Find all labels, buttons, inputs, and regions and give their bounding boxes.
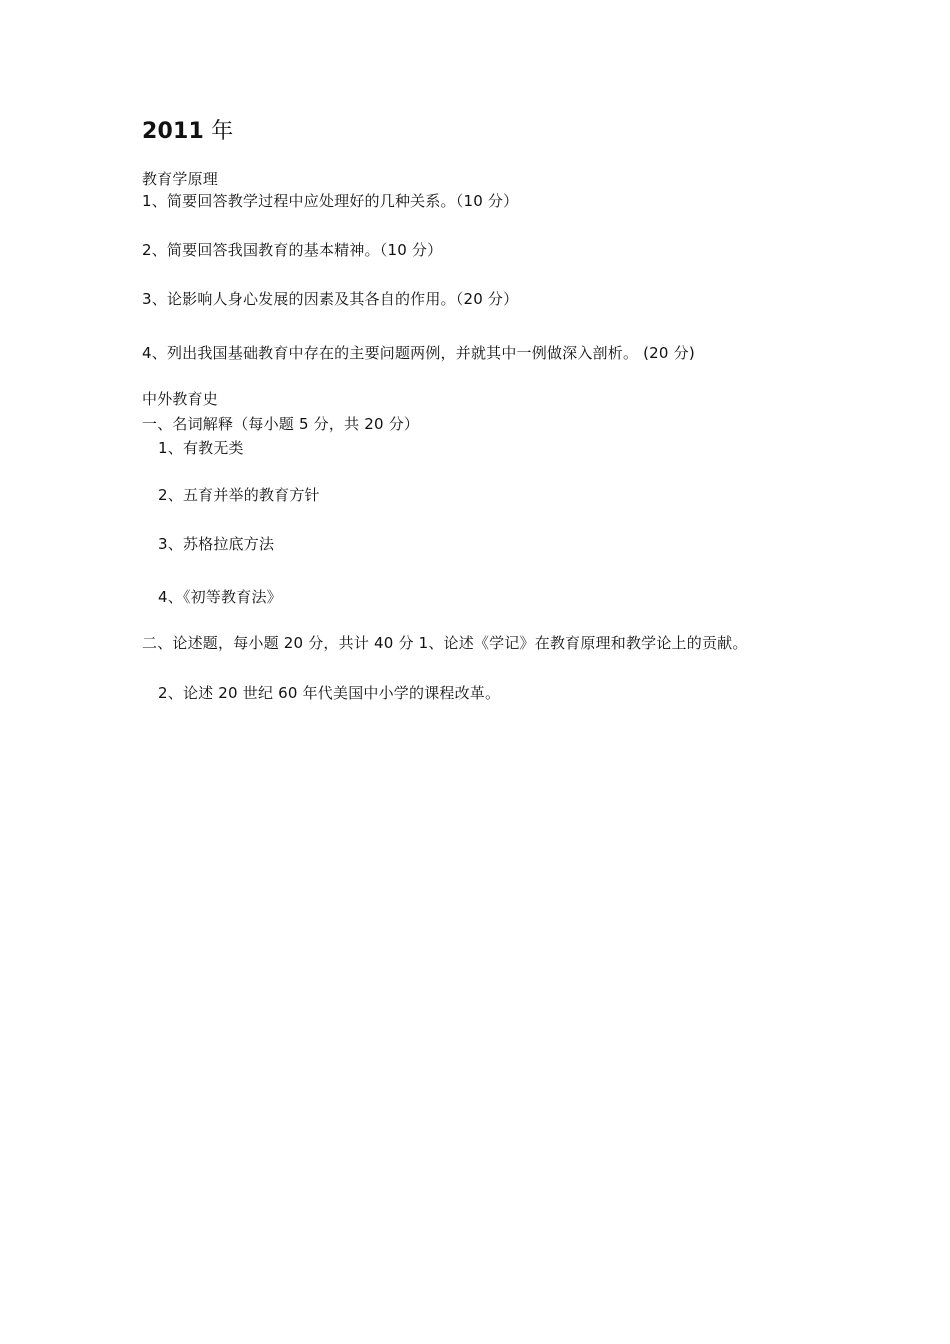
- part2-heading: 二、论述题，每小题 20 分，共计 40 分 1、论述《学记》在教育原理和教学论上的贡献。: [142, 634, 748, 652]
- essay-question-2: 2、论述 20 世纪 60 年代美国中小学的课程改革。: [158, 684, 501, 702]
- part1-heading: 一、名词解释（每小题 5 分，共 20 分）: [142, 415, 420, 433]
- section-heading-education-principles: 教育学原理: [142, 170, 219, 188]
- term-4: 4、《初等教育法》: [158, 588, 282, 606]
- term-3: 3、苏格拉底方法: [158, 535, 275, 553]
- term-2: 2、五育并举的教育方针: [158, 486, 320, 504]
- term-1: 1、有教无类: [158, 439, 244, 457]
- section-heading-education-history: 中外教育史: [142, 390, 219, 408]
- question-4: 4、列出我国基础教育中存在的主要问题两例，并就其中一例做深入剖析。 (20 分): [142, 344, 695, 362]
- question-1: 1、简要回答教学过程中应处理好的几种关系。（10 分）: [142, 192, 519, 210]
- title-year: 2011: [142, 119, 205, 144]
- document-title: [142, 118, 233, 146]
- question-2: 2、简要回答我国教育的基本精神。（10 分）: [142, 241, 443, 259]
- question-3: 3、论影响人身心发展的因素及其各自的作用。（20 分）: [142, 290, 519, 308]
- title-suffix: 年: [204, 119, 234, 144]
